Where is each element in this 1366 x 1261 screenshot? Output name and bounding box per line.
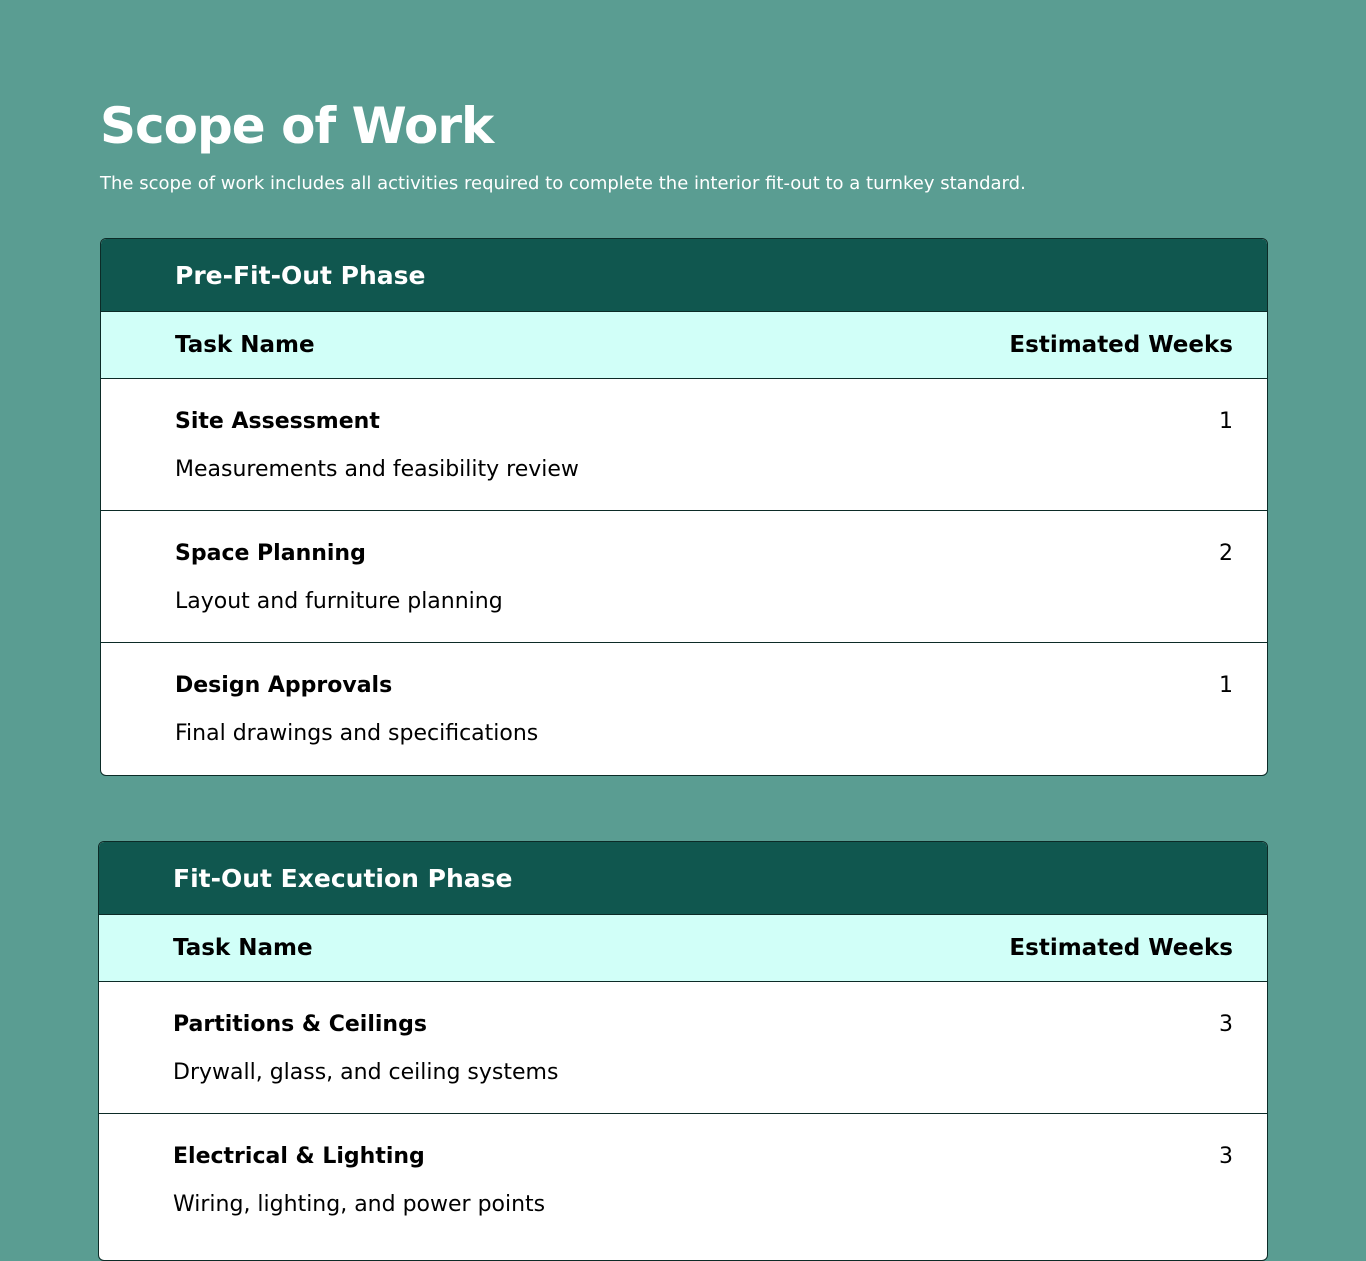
phase-card-pre-fit-out (100, 238, 1268, 776)
table-row (101, 511, 1267, 643)
task-weeks: 3 (1219, 1144, 1233, 1169)
phase-header (99, 842, 1267, 915)
task-weeks: 2 (1219, 541, 1233, 566)
table-row (99, 1114, 1267, 1246)
task-name: Site Assessment (175, 409, 380, 434)
table-row (99, 982, 1267, 1114)
task-weeks: 3 (1219, 1012, 1233, 1037)
task-description: Final drawings and specifications (175, 721, 539, 746)
task-weeks: 1 (1219, 409, 1233, 434)
table-row (101, 379, 1267, 511)
task-description: Drywall, glass, and ceiling systems (173, 1060, 559, 1085)
task-name: Partitions & Ceilings (173, 1012, 427, 1037)
table-row (101, 643, 1267, 775)
phase-card-fit-out-execution (98, 841, 1268, 1261)
page-title: Scope of Work (100, 97, 494, 155)
column-header-task-name: Task Name (175, 332, 315, 358)
phase-header (101, 239, 1267, 312)
column-header-estimated-weeks: Estimated Weeks (1009, 332, 1233, 358)
task-description: Layout and furniture planning (175, 589, 503, 614)
task-name: Design Approvals (175, 673, 393, 698)
column-header-estimated-weeks: Estimated Weeks (1009, 935, 1233, 961)
phase-title: Fit-Out Execution Phase (173, 863, 513, 893)
phase-title: Pre-Fit-Out Phase (175, 260, 426, 290)
task-weeks: 1 (1219, 673, 1233, 698)
task-name: Space Planning (175, 541, 366, 566)
task-description: Measurements and feasibility review (175, 457, 579, 482)
table-column-header (99, 915, 1267, 982)
task-name: Electrical & Lighting (173, 1144, 425, 1169)
page-subtitle: The scope of work includes all activities required to complete the interior fit-out to a turnkey standard. (100, 173, 1026, 194)
table-column-header (101, 312, 1267, 379)
column-header-task-name: Task Name (173, 935, 313, 961)
task-description: Wiring, lighting, and power points (173, 1192, 546, 1217)
